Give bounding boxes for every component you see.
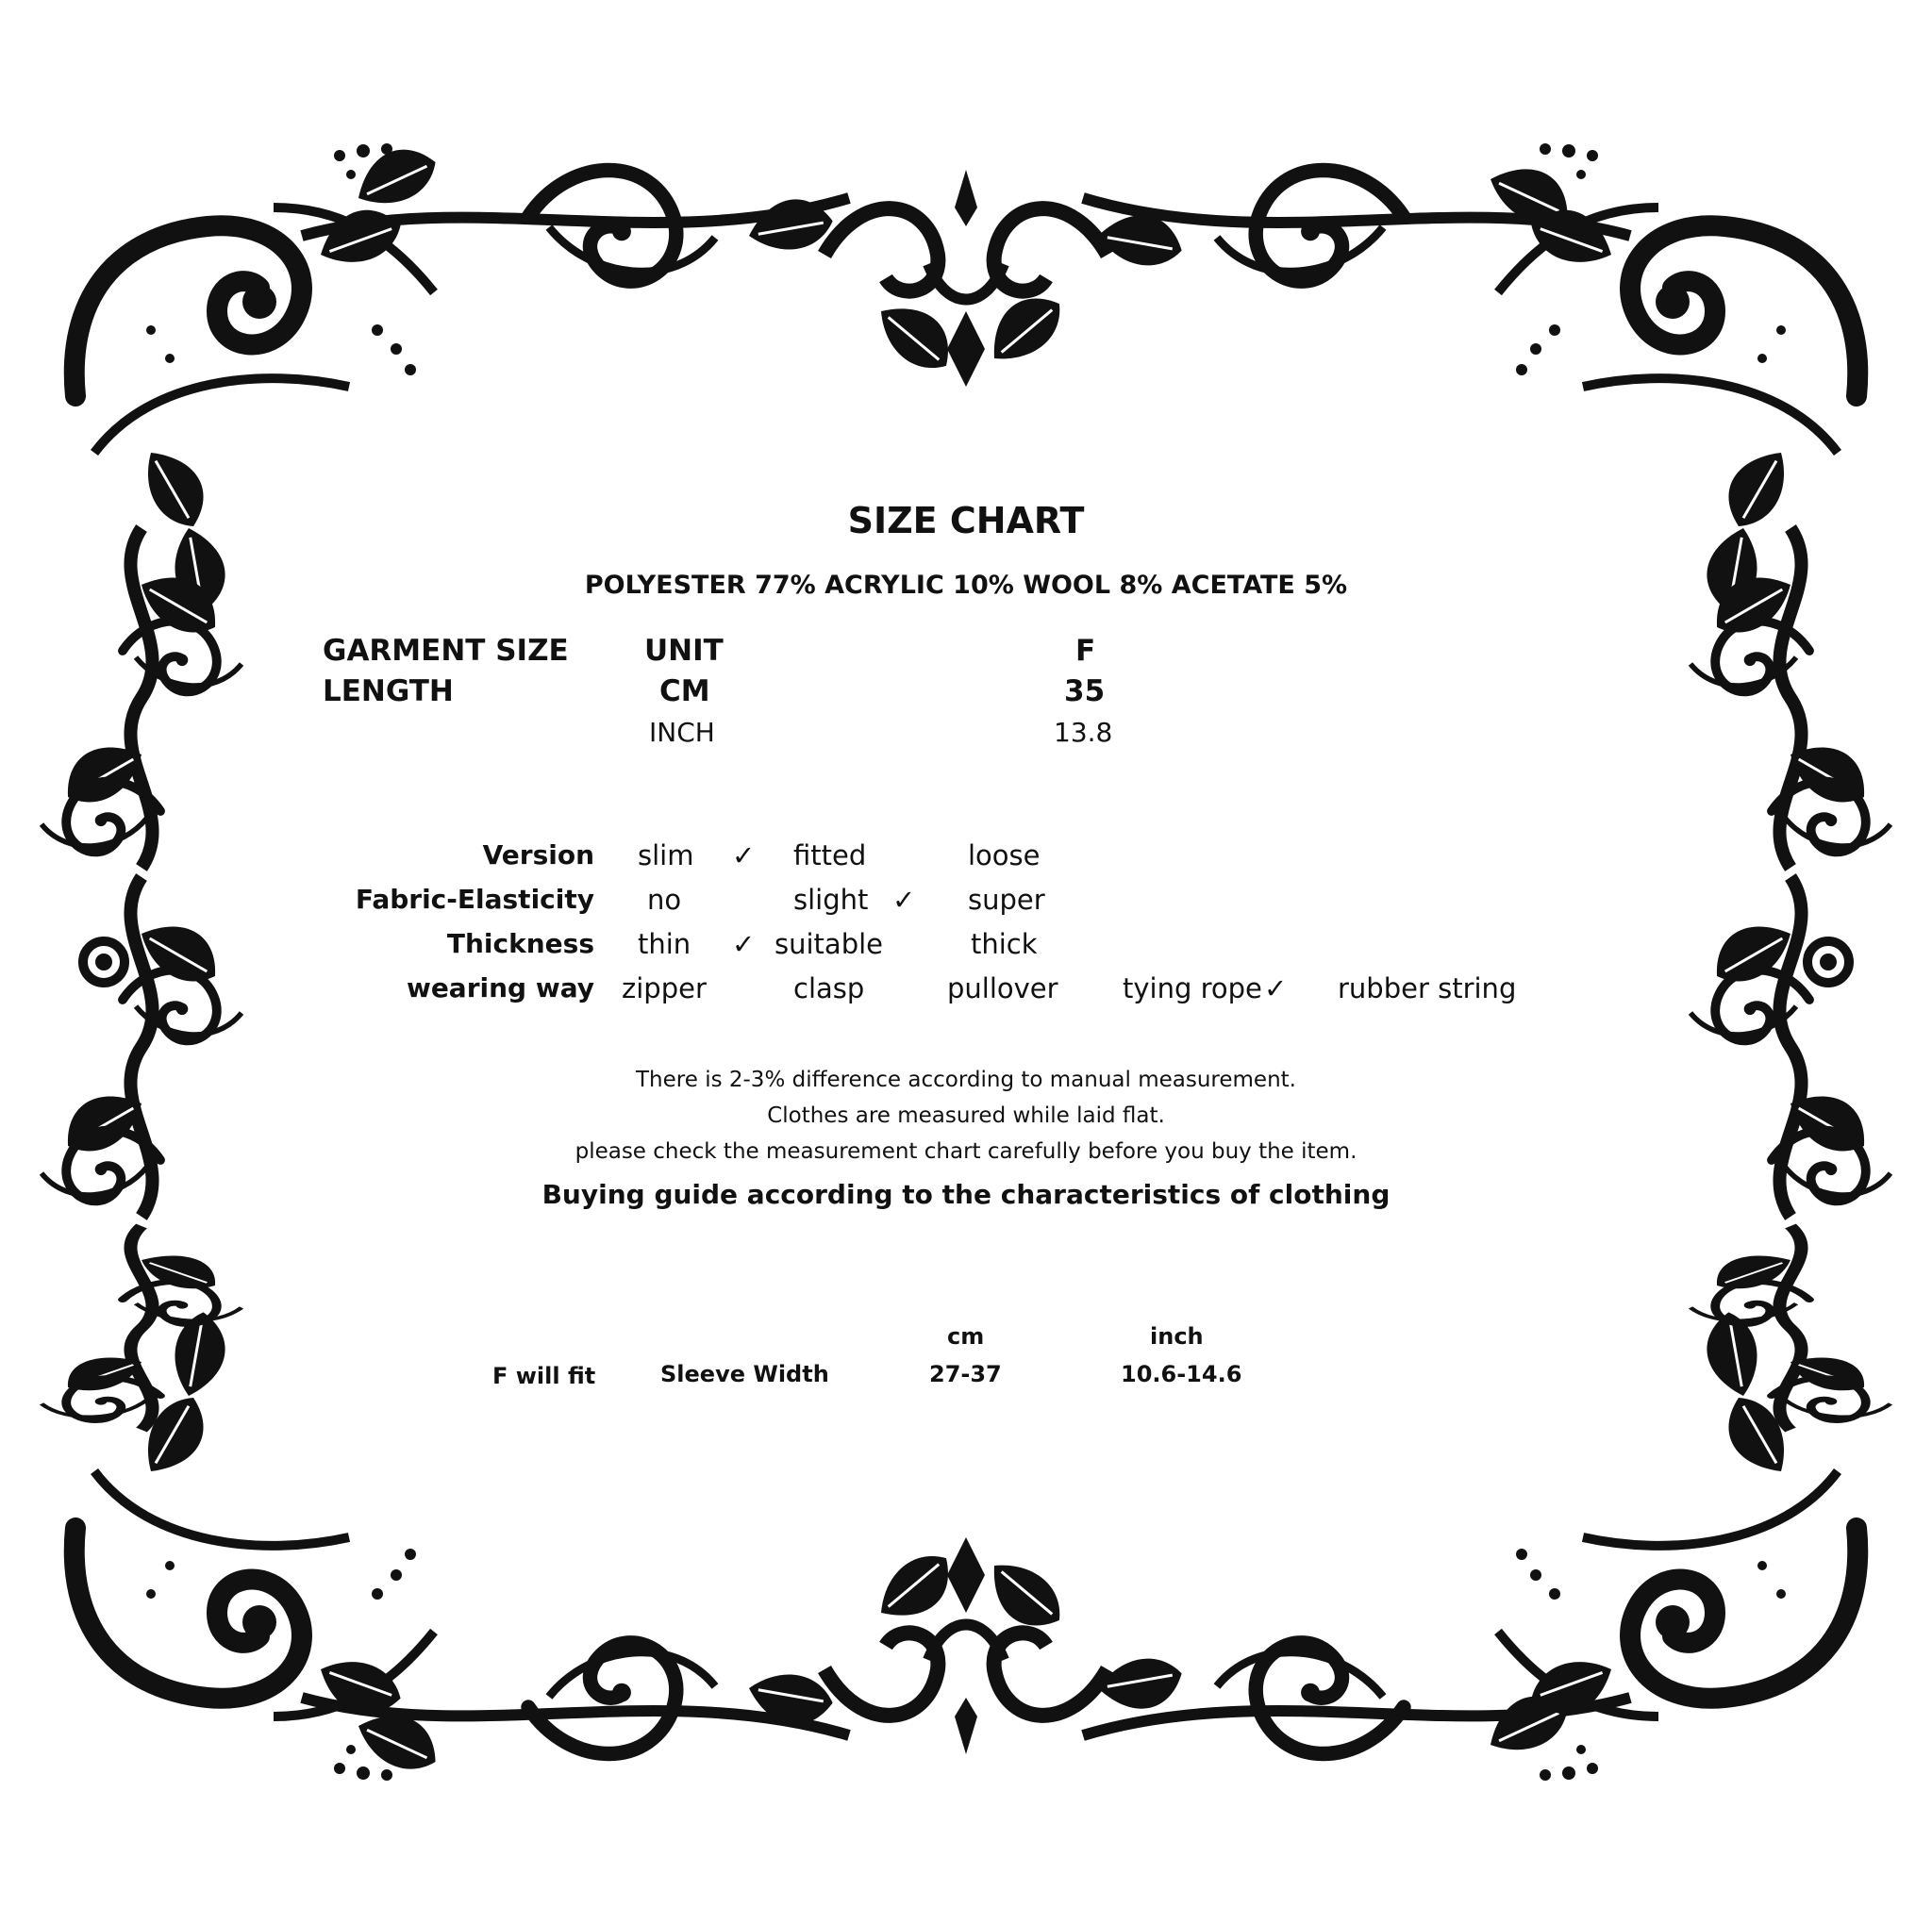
fit-row-label: F will fit (492, 1363, 596, 1389)
wearing-option-zipper: zipper (622, 972, 707, 1004)
fit-measure-name: Sleeve Width (660, 1361, 829, 1387)
wearing-option-tying-rope: tying rope (1123, 972, 1262, 1004)
version-option-loose: loose (968, 839, 1041, 871)
version-option-slim: slim (638, 839, 694, 871)
elasticity-label: Fabric-Elasticity (355, 884, 594, 915)
thickness-option-thin: thin (638, 928, 691, 960)
wearing-option-clasp: clasp (793, 972, 865, 1004)
note-difference: There is 2-3% difference according to manual measurement. (636, 1068, 1296, 1092)
fit-cm-value: 27-37 (929, 1361, 1002, 1387)
thickness-option-thick: thick (971, 928, 1038, 960)
version-check-mark: ✓ (732, 839, 756, 871)
garment-size-label: GARMENT SIZE (323, 634, 569, 668)
note-check-chart: please check the measurement chart carefully before you buy the item. (575, 1139, 1357, 1164)
fit-inch-value: 10.6-14.6 (1121, 1361, 1242, 1387)
thickness-label: Thickness (446, 928, 594, 959)
length-label: LENGTH (323, 674, 454, 708)
unit-inch: INCH (649, 717, 715, 748)
size-header: F (1075, 634, 1096, 668)
note-measured-flat: Clothes are measured while laid flat. (767, 1103, 1165, 1128)
fit-col-inch: inch (1150, 1323, 1204, 1350)
fabric-composition: POLYESTER 77% ACRYLIC 10% WOOL 8% ACETATE 5% (584, 571, 1348, 600)
wearing-option-pullover: pullover (947, 972, 1058, 1004)
version-label: Version (482, 839, 594, 871)
elasticity-option-slight: slight (793, 884, 869, 916)
elasticity-option-super: super (968, 884, 1045, 916)
unit-cm: CM (659, 674, 710, 708)
page-title: SIZE CHART (847, 500, 1085, 541)
wearing-option-rubber-string: rubber string (1338, 972, 1517, 1004)
thickness-check-mark: ✓ (732, 928, 756, 960)
length-cm-value: 35 (1064, 674, 1106, 708)
thickness-option-suitable: suitable (774, 928, 883, 960)
unit-header: UNIT (644, 634, 724, 668)
length-inch-value: 13.8 (1054, 717, 1113, 748)
fit-col-cm: cm (947, 1323, 985, 1350)
elasticity-check-mark: ✓ (892, 884, 916, 916)
version-option-fitted: fitted (793, 839, 867, 871)
wearing-check-mark: ✓ (1264, 972, 1288, 1004)
wearing-way-label: wearing way (406, 972, 594, 1003)
elasticity-option-no: no (647, 884, 682, 916)
buying-guide-heading: Buying guide according to the characteristics of clothing (541, 1179, 1391, 1210)
